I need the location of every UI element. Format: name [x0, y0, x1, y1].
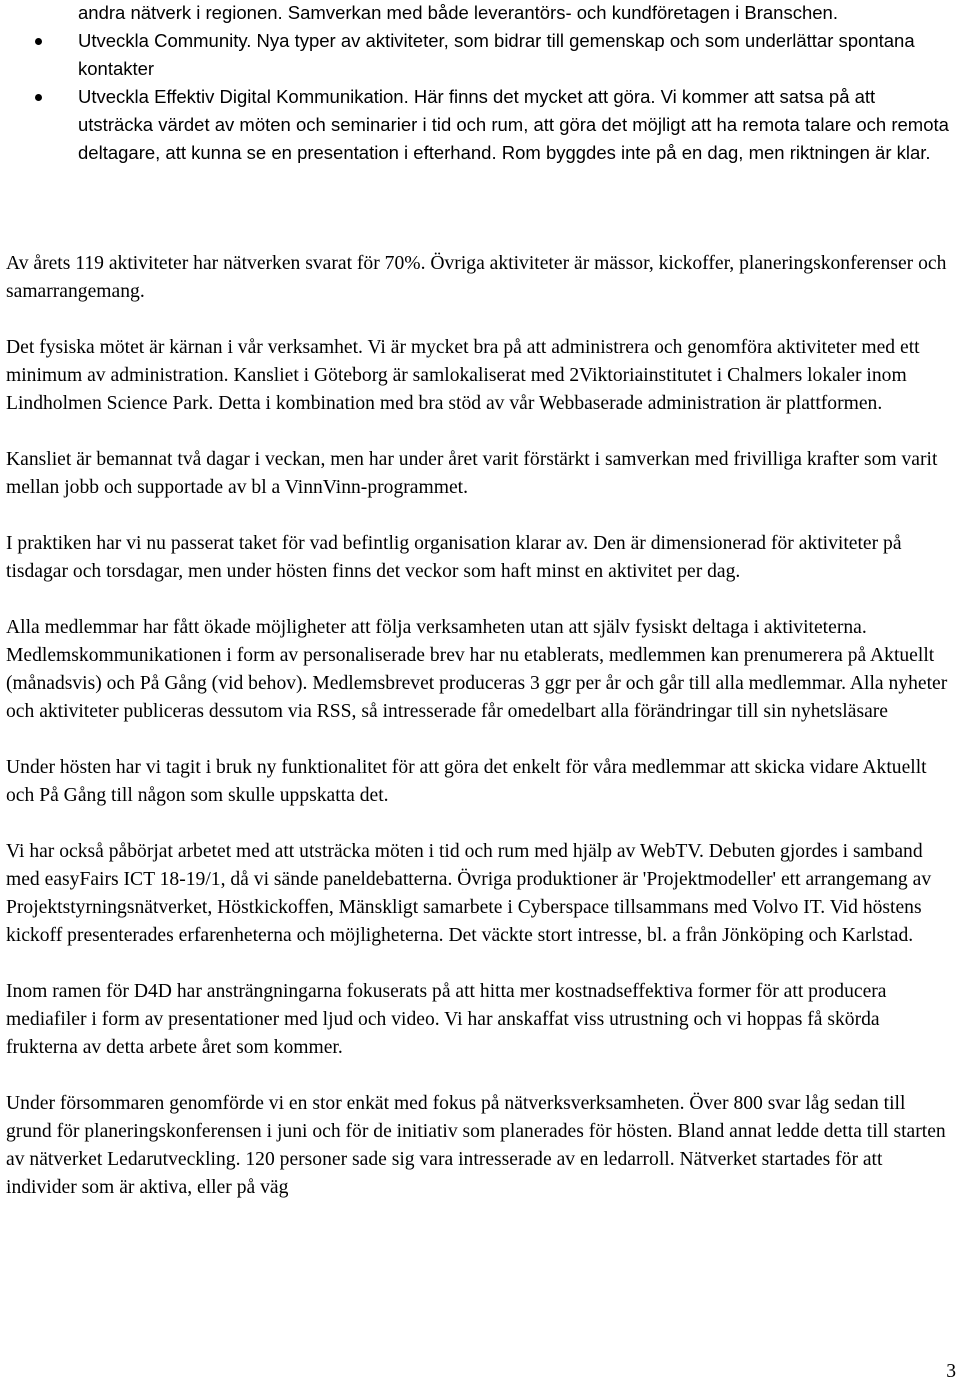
paragraph: I praktiken har vi nu passerat taket för vad befintlig organisation klarar av. Den är dimensionerad för aktiviteter på tisdagar och torsdagar, men under hösten finns det veckor som haft minst en aktivitet per dag. — [6, 533, 902, 582]
paragraph: Alla medlemmar har fått ökade möjligheter att följa verksamheten utan att själv fysiskt deltaga i aktiviteterna. Medlemskommunikationen i form av personaliserade brev har nu etablerats, medlemmen kan prenumerera på Aktuellt (månadsvis) och På Gång (vid behov). Medlemsbrevet produceras 3 ggr per år och går till alla medlemmar. Alla nyheter och aktiviteter publiceras dessutom via RSS, så intresserade får omedelbart alla förändringar till sin nyhetsläsare — [6, 617, 948, 722]
paragraph: Det fysiska mötet är kärnan i vår verksamhet. Vi är mycket bra på att administrera och genomföra aktiviteter med ett minimum av administration. Kansliet i Göteborg är samlokaliserat med 2Viktoriainstitutet i Chalmers lokaler inom Lindholmen Science Park. Detta i kombination med bra stöd av vår Webbaserade administration är plattformen. — [6, 337, 920, 414]
bullet-list — [0, 0, 960, 167]
paragraph: Vi har också påbörjat arbetet med att utsträcka möten i tid och rum med hjälp av WebTV. Debuten gjordes i samband med easyFairs ICT 18-19/1, då vi sände paneldebatterna. Övriga produktioner är 'Projektmodeller' ett arrangemang av Projektstyrningsnätverket, Höstkickoffen, Mänskligt samarbete i Cyberspace tillsammans med Volvo IT. Vid höstens kickoff presenterades erfarenheterna och möjligheterna. Det väckte stort intresse, bl. a från Jönköping och Karlstad. — [6, 841, 932, 946]
paragraph: Kansliet är bemannat två dagar i veckan, men har under året varit förstärkt i samverkan med frivilliga krafter som varit mellan jobb och supportade av bl a VinnVinn-programmet. — [6, 449, 938, 498]
bullet-item — [0, 0, 960, 27]
paragraph: Under hösten har vi tagit i bruk ny funktionalitet för att göra det enkelt för våra medlemmar att skicka vidare Aktuellt och På Gång till någon som skulle uppskatta det. — [6, 757, 927, 806]
bullet-text: andra nätverk i regionen. Samverkan med både leverantörs- och kundföretagen i Branschen. — [78, 2, 838, 23]
bullet-text: Utveckla Effektiv Digital Kommunikation. Här finns det mycket att göra. Vi kommer att satsa på att utsträcka värdet av möten och seminarier i tid och rum, att göra det möjligt att ha remota talare och remota deltagare, att kunna se en presentation i efterhand. Rom byggdes inte på en dag, men riktningen är klar. — [78, 86, 949, 163]
bullet-item — [0, 27, 960, 83]
paragraph: Under försommaren genomförde vi en stor enkät med fokus på nätverksverksamheten. Över 800 svar låg sedan till grund för planeringskonferensen i juni och för de initiativ som planerades för hösten. Bland annat ledde detta till starten av nätverket Ledarutveckling. 120 personer sade sig vara intresserade av en ledarroll. Nätverket startades för att individer som är aktiva, eller på väg — [6, 1093, 946, 1198]
page-number: 3 — [946, 1361, 956, 1382]
bullet-point-icon — [35, 38, 42, 45]
body-text — [6, 250, 954, 1230]
paragraph: Inom ramen för D4D har ansträngningarna fokuserats på att hitta mer kostnadseffektiva former för att producera mediafiler i form av presentationer med ljud och video. Vi har anskaffat viss utrustning och vi hoppas få skörda frukterna av detta arbete året som kommer. — [6, 981, 887, 1058]
bullet-point-icon — [35, 94, 42, 101]
paragraph: Av årets 119 aktiviteter har nätverken svarat för 70%. Övriga aktiviteter är mässor, kickoffer, planeringskonferenser och samarrangemang. — [6, 253, 947, 302]
bullet-text: Utveckla Community. Nya typer av aktiviteter, som bidrar till gemenskap och som underlättar spontana kontakter — [78, 30, 915, 79]
bullet-item — [0, 83, 960, 167]
